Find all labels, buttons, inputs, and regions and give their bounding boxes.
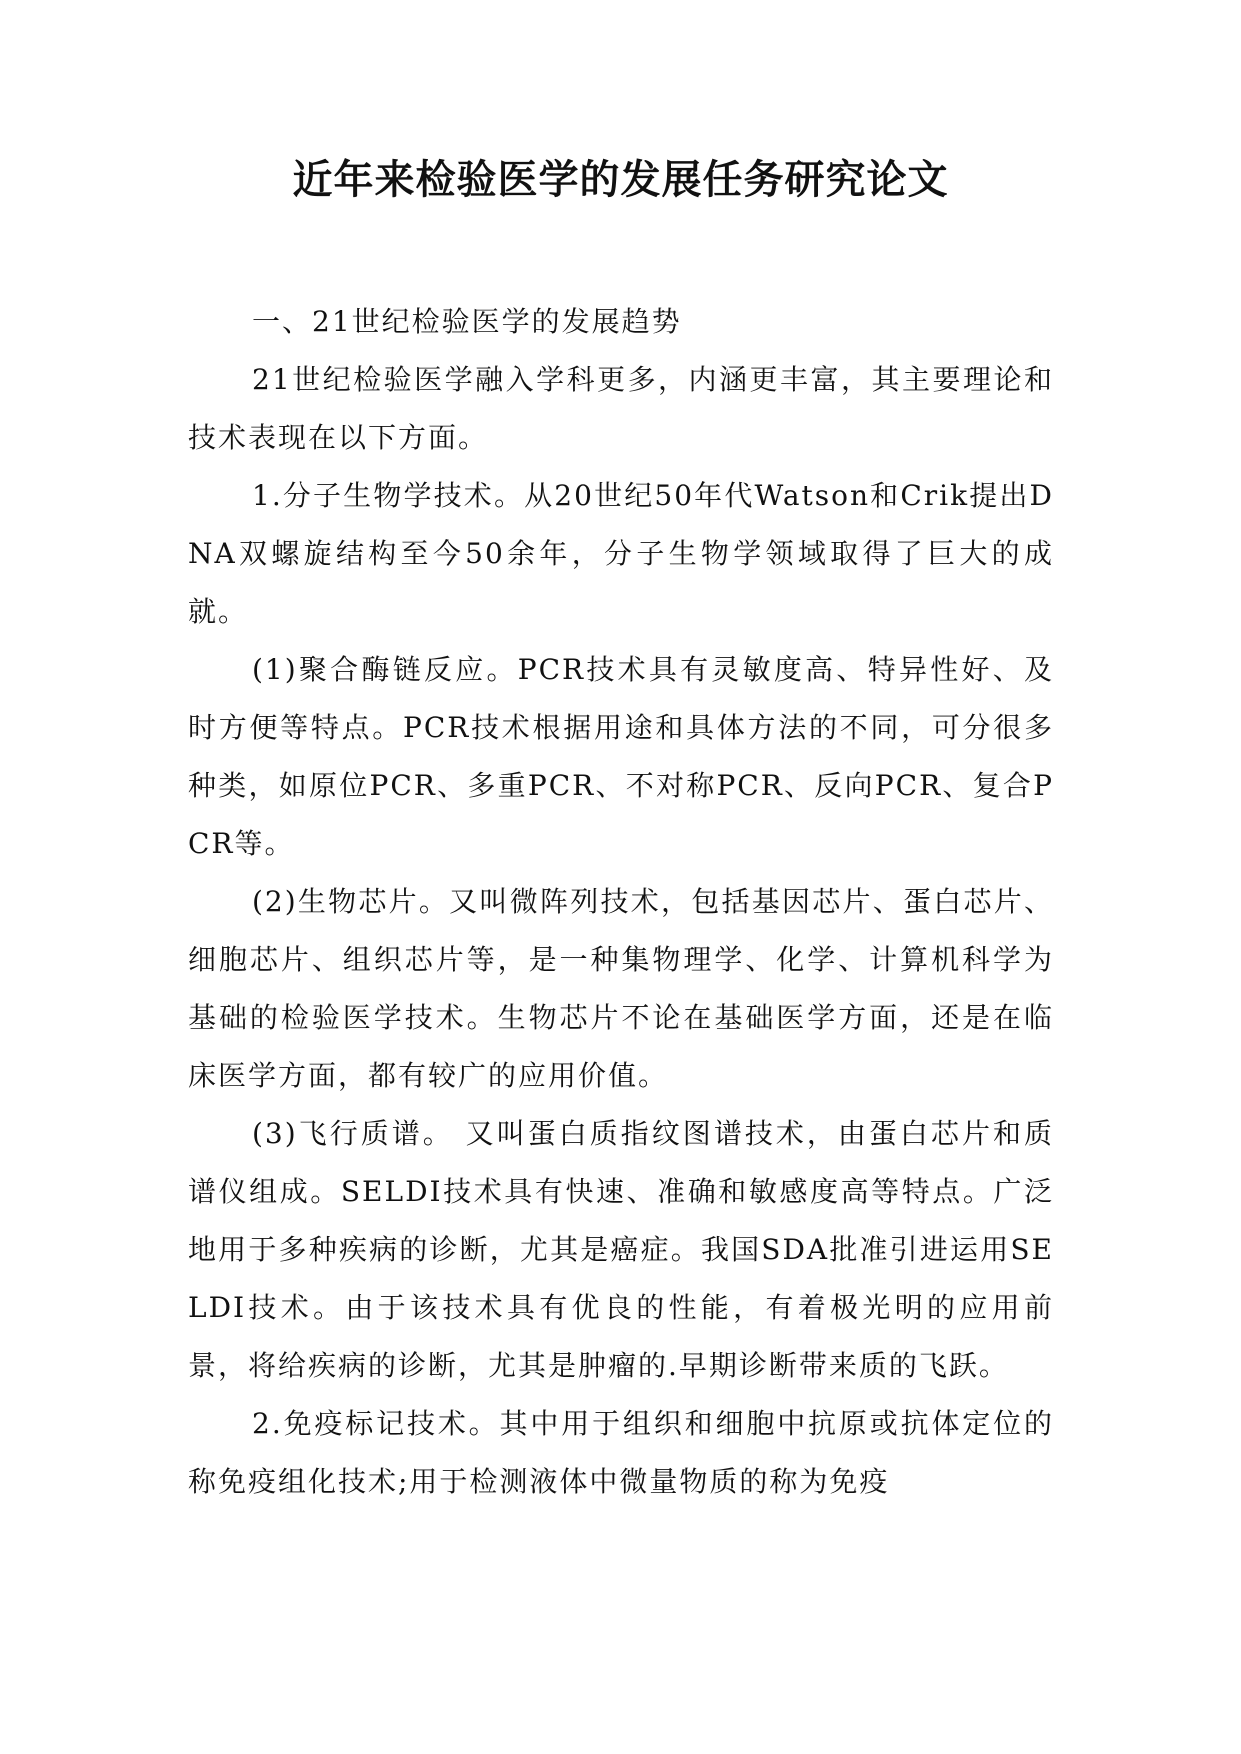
section-heading: 一、21世纪检验医学的发展趋势 xyxy=(252,305,682,338)
paragraph: (3)飞行质谱。 又叫蛋白质指纹图谱技术，由蛋白芯片和质谱仪组成。SELDI技术具有快速、准确和敏感度高等特点。广泛地用于多种疾病的诊断，尤其是癌症。我国SDA批准引进运用SELDI技术。由于该技术具有优良的性能，有着极光明的应用前景，将给疾病的诊断，尤其是肿瘤的.早期诊断带来质的飞跃。 xyxy=(188,1117,1054,1382)
document-title: 近年来检验医学的发展任务研究论文 xyxy=(292,157,949,203)
paragraph: (2)生物芯片。又叫微阵列技术，包括基因芯片、蛋白芯片、细胞芯片、组织芯片等，是一种集物理学、化学、计算机科学为基础的检验医学技术。生物芯片不论在基础医学方面，还是在临床医学方面，都有较广的应用价值。 xyxy=(188,885,1054,1092)
paragraph: (1)聚合酶链反应。PCR技术具有灵敏度高、特异性好、及时方便等特点。PCR技术根据用途和具体方法的不同，可分很多种类，如原位PCR、多重PCR、不对称PCR、反向PCR、复合PCR等。 xyxy=(188,653,1054,860)
paragraph: 2.免疫标记技术。其中用于组织和细胞中抗原或抗体定位的称免疫组化技术;用于检测液体中微量物质的称为免疫 xyxy=(188,1407,1054,1498)
paragraph: 21世纪检验医学融入学科更多，内涵更丰富，其主要理论和技术表现在以下方面。 xyxy=(188,363,1054,454)
paragraph: 1.分子生物学技术。从20世纪50年代Watson和Crik提出DNA双螺旋结构至今50余年，分子生物学领域取得了巨大的成就。 xyxy=(188,479,1054,628)
document-body xyxy=(188,293,1054,1511)
